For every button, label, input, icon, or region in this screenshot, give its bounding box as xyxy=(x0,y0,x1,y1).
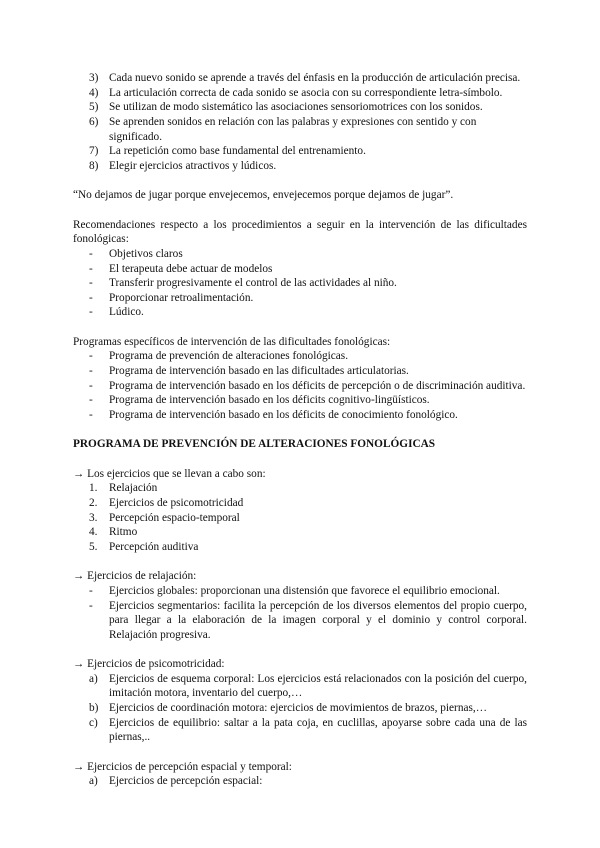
list-item xyxy=(73,774,527,789)
list-item xyxy=(73,364,527,379)
bullet-dash: - xyxy=(89,291,93,304)
list-item-text: Lúdico. xyxy=(109,306,144,319)
list-item xyxy=(73,540,527,555)
list-item-text: Ejercicios de psicomotricidad xyxy=(109,496,244,509)
programs-list xyxy=(73,349,527,422)
recommendations-intro: Recomendaciones respecto a los procedimientos a seguir en la intervención de las dificultades fonológicas: xyxy=(73,218,527,246)
psychomotor-intro xyxy=(73,657,527,672)
list-item-text: Cada nuevo sonido se aprende a través del énfasis en la producción de articulación precisa. xyxy=(109,72,521,84)
intro-text: Ejercicios de relajación: xyxy=(87,570,197,583)
list-item-text: El terapeuta debe actuar de modelos xyxy=(109,262,273,275)
bullet-dash: - xyxy=(89,584,93,597)
list-item-text: Relajación xyxy=(109,482,158,495)
list-item xyxy=(73,159,527,174)
list-item-text: Programa de intervención basado en los déficits cognitivo-lingüísticos. xyxy=(109,394,430,407)
list-item-text: Programa de intervención basado en los déficits de conocimiento fonológico. xyxy=(109,409,458,422)
list-marker: 4) xyxy=(89,86,99,99)
list-item xyxy=(73,716,527,745)
bullet-dash: - xyxy=(89,394,93,407)
list-marker: 2. xyxy=(89,496,98,509)
list-item-text: Programa de intervención basado en los déficits de percepción o de discriminación auditiva. xyxy=(109,379,526,392)
list-item xyxy=(73,481,527,496)
list-item-text: Ejercicios segmentarios: facilita la percepción de los diversos elementos del propio cuerpo, para llegar a la elaboración de la imagen corporal y el dominio y control corporal. Relajación progresiva. xyxy=(109,599,527,641)
bullet-dash: - xyxy=(89,365,93,378)
intro-text: Ejercicios de psicomotricidad: xyxy=(87,658,225,671)
relaxation-list xyxy=(73,584,527,643)
list-item xyxy=(73,496,527,511)
list-item-text: Objetivos claros xyxy=(109,247,183,260)
list-item-text: Programa de intervención basado en las dificultades articulatorias. xyxy=(109,365,409,378)
list-marker: 1. xyxy=(89,482,98,495)
list-item-text: Ejercicios de coordinación motora: ejercicios de movimientos de brazos, piernas,… xyxy=(109,702,488,715)
list-item xyxy=(73,393,527,408)
list-marker: 4. xyxy=(89,526,98,539)
recommendations-list xyxy=(73,247,527,320)
list-item-text: Programa de prevención de alteraciones fonológicas. xyxy=(109,350,349,363)
list-item xyxy=(73,305,527,320)
list-item xyxy=(73,291,527,306)
list-marker: 6) xyxy=(89,115,99,128)
arrow-icon: → xyxy=(73,760,85,773)
list-item xyxy=(73,379,527,394)
bullet-dash: - xyxy=(89,306,93,319)
list-marker: 8) xyxy=(89,159,99,172)
arrow-icon: → xyxy=(73,570,85,583)
list-item xyxy=(73,144,527,159)
list-item xyxy=(73,262,527,277)
list-item xyxy=(73,584,527,599)
principles-list xyxy=(73,71,527,174)
list-marker: b) xyxy=(89,702,99,715)
list-item-text: Percepción auditiva xyxy=(109,540,199,553)
programs-intro: Programas específicos de intervención de las dificultades fonológicas: xyxy=(73,335,391,348)
quote: “No dejamos de jugar porque envejecemos, envejecemos porque dejamos de jugar”. xyxy=(73,189,454,202)
list-item xyxy=(73,701,527,716)
list-item-text: Ritmo xyxy=(109,526,138,539)
intro-text: Ejercicios de percepción espacial y temporal: xyxy=(87,760,292,773)
bullet-dash: - xyxy=(89,262,93,275)
list-item-text: Ejercicios globales: proporcionan una distensión que favorece el equilibrio emocional. xyxy=(109,584,500,597)
list-item-text: Ejercicios de percepción espacial: xyxy=(109,775,263,788)
list-item xyxy=(73,115,527,144)
list-marker: 3) xyxy=(89,72,99,84)
list-item-text: Se utilizan de modo sistemático las asociaciones sensoriomotrices con los sonidos. xyxy=(109,101,483,114)
bullet-dash: - xyxy=(89,599,93,612)
list-item xyxy=(73,71,527,86)
relaxation-intro xyxy=(73,569,527,584)
list-marker: a) xyxy=(89,775,98,788)
list-item xyxy=(73,599,527,643)
list-item xyxy=(73,408,527,423)
list-item xyxy=(73,86,527,101)
arrow-icon: → xyxy=(73,467,85,480)
exercises-list xyxy=(73,481,527,554)
list-item-text: Proporcionar retroalimentación. xyxy=(109,291,254,304)
document-page xyxy=(73,71,527,789)
list-marker: a) xyxy=(89,672,98,685)
list-item-text: Se aprenden sonidos en relación con las palabras y expresiones con sentido y con significado. xyxy=(109,115,477,143)
list-marker: 5) xyxy=(89,101,99,114)
exercises-intro xyxy=(73,467,527,482)
list-item xyxy=(73,525,527,540)
list-item xyxy=(73,247,527,262)
list-marker: 7) xyxy=(89,145,99,158)
intro-text: Los ejercicios que se llevan a cabo son: xyxy=(87,467,266,480)
section-heading: PROGRAMA DE PREVENCIÓN DE ALTERACIONES FONOLÓGICAS xyxy=(73,438,436,451)
list-item-text: La articulación correcta de cada sonido se asocia con su correspondiente letra-símbolo. xyxy=(109,86,503,99)
bullet-dash: - xyxy=(89,379,93,392)
bullet-dash: - xyxy=(89,277,93,290)
list-item xyxy=(73,511,527,526)
spatial-list xyxy=(73,774,527,789)
list-item-text: Ejercicios de esquema corporal: Los ejercicios está relacionados con la posición del cuerpo, imitación motora, inventario del cuerpo,… xyxy=(109,672,527,700)
bullet-dash: - xyxy=(89,350,93,363)
list-item xyxy=(73,672,527,701)
bullet-dash: - xyxy=(89,409,93,422)
list-marker: 3. xyxy=(89,511,98,524)
bullet-dash: - xyxy=(89,247,93,260)
psychomotor-list xyxy=(73,672,527,745)
list-item-text: Percepción espacio-temporal xyxy=(109,511,240,524)
arrow-icon: → xyxy=(73,658,85,671)
list-item xyxy=(73,100,527,115)
list-item-text: Transferir progresivamente el control de las actividades al niño. xyxy=(109,277,397,290)
spatial-intro xyxy=(73,760,527,775)
list-item-text: Ejercicios de equilibrio: saltar a la pata coja, en cuclillas, apoyarse sobre cada una de las piernas,.. xyxy=(109,716,527,744)
list-item-text: Elegir ejercicios atractivos y lúdicos. xyxy=(109,159,277,172)
list-marker: 5. xyxy=(89,540,98,553)
list-item xyxy=(73,276,527,291)
list-marker: c) xyxy=(89,716,98,729)
list-item xyxy=(73,349,527,364)
list-item-text: La repetición como base fundamental del entrenamiento. xyxy=(109,145,366,158)
